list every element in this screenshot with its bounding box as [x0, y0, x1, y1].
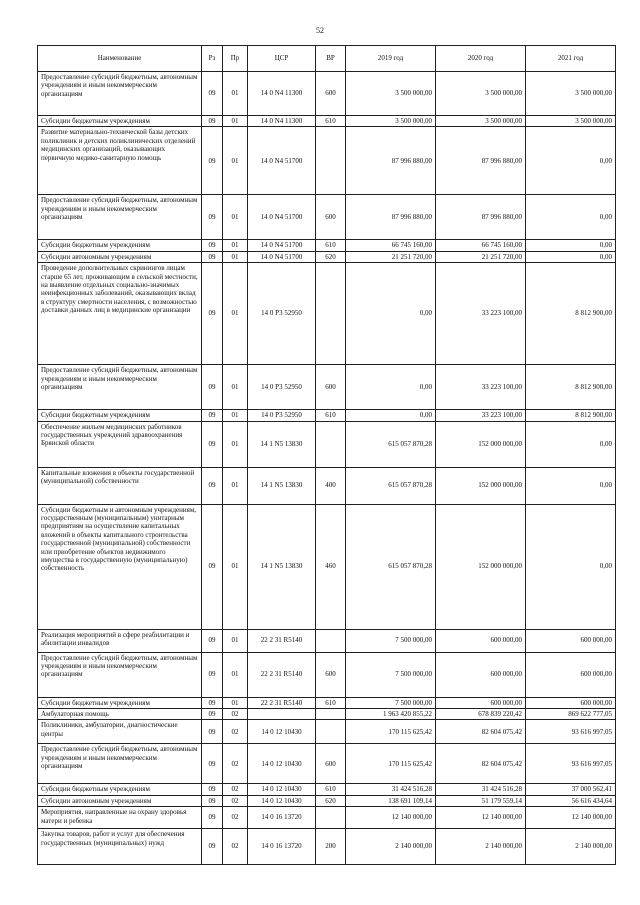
- cell-name: Субсидии бюджетным учреждениям: [38, 784, 202, 795]
- table-row: [38, 652, 616, 697]
- cell-pr: 01: [223, 127, 248, 195]
- cell-csr: 14 0 P3 52950: [248, 410, 316, 421]
- cell-name: Развитие материально-технической базы детских поликлиник и детских поликлинических отделений медицинских организаций, оказывающих первичную медико-санитарную помощь: [38, 127, 202, 195]
- cell-pr: 02: [223, 829, 248, 865]
- header-2020: 2020 год: [436, 46, 526, 72]
- cell-2020: 82 604 075,42: [436, 720, 526, 744]
- cell-pr: 01: [223, 72, 248, 116]
- cell-rz: 09: [202, 744, 223, 784]
- cell-pr: 02: [223, 784, 248, 795]
- cell-2020: 87 996 880,00: [436, 127, 526, 195]
- table-row: [38, 697, 616, 708]
- cell-2021: 0,00: [526, 127, 616, 195]
- cell-2021: 93 616 997,05: [526, 744, 616, 784]
- cell-pr: 01: [223, 195, 248, 240]
- cell-rz: 09: [202, 116, 223, 127]
- cell-name: Предоставление субсидий бюджетным, автономным учреждениям и иным некоммерческим организациям: [38, 365, 202, 410]
- table-row: [38, 795, 616, 806]
- cell-rz: 09: [202, 720, 223, 744]
- cell-vr: 600: [316, 652, 346, 697]
- cell-name: Реализация мероприятий в сфере реабилитации и абилитации инвалидов: [38, 629, 202, 652]
- cell-name: Предоставление субсидий бюджетным, автономным учреждениям и иным некоммерческим организациям: [38, 652, 202, 697]
- cell-vr: 610: [316, 697, 346, 708]
- table-row: [38, 708, 616, 719]
- cell-pr: 02: [223, 744, 248, 784]
- cell-pr: 01: [223, 251, 248, 262]
- header-2019: 2019 год: [346, 46, 436, 72]
- table-row: [38, 365, 616, 410]
- cell-name: Субсидии бюджетным учреждениям: [38, 116, 202, 127]
- cell-pr: 01: [223, 421, 248, 467]
- cell-pr: 01: [223, 652, 248, 697]
- table-row: [38, 421, 616, 467]
- budget-table: [37, 45, 616, 865]
- cell-csr: 14 0 N4 11300: [248, 72, 316, 116]
- cell-csr: 14 0 P3 52950: [248, 365, 316, 410]
- cell-pr: 01: [223, 263, 248, 365]
- cell-2019: 170 115 625,42: [346, 744, 436, 784]
- table-row: [38, 807, 616, 829]
- cell-vr: 200: [316, 829, 346, 865]
- cell-name: Закупка товаров, работ и услуг для обеспечения государственных (муниципальных) нужд: [38, 829, 202, 865]
- table-row: [38, 251, 616, 262]
- cell-rz: 09: [202, 263, 223, 365]
- table-row: [38, 784, 616, 795]
- cell-name: Предоставление субсидий бюджетным, автономным учреждениям и иным некоммерческим организациям: [38, 744, 202, 784]
- header-name: Наименование: [38, 46, 202, 72]
- table-row: [38, 467, 616, 504]
- cell-2020: 31 424 516,28: [436, 784, 526, 795]
- table-row: [38, 72, 616, 116]
- cell-vr: [316, 807, 346, 829]
- cell-name: Обеспечение жильем медицинских работников государственных учреждений здравоохранения Брянской области: [38, 421, 202, 467]
- cell-name: Субсидии бюджетным и автономным учреждениям, государственным (муниципальным) унитарным предприятиям на осуществление капитальных вложений в объекты капитального строительства государственной (муниципальной) собственности или приобретение объектов недвижимого имущества в государственную (муниципальную) собственность: [38, 504, 202, 629]
- cell-vr: 600: [316, 195, 346, 240]
- table-row: [38, 504, 616, 629]
- cell-2021: 93 616 997,05: [526, 720, 616, 744]
- cell-vr: 600: [316, 72, 346, 116]
- cell-vr: [316, 127, 346, 195]
- cell-rz: 09: [202, 652, 223, 697]
- table-row: [38, 629, 616, 652]
- header-rz: Рз: [202, 46, 223, 72]
- page-number: 52: [316, 26, 324, 35]
- cell-2019: 7 500 000,00: [346, 697, 436, 708]
- cell-name: Субсидии автономным учреждениям: [38, 251, 202, 262]
- cell-vr: 460: [316, 504, 346, 629]
- cell-pr: 01: [223, 629, 248, 652]
- cell-2019: 3 500 000,00: [346, 72, 436, 116]
- cell-2021: 0,00: [526, 251, 616, 262]
- cell-rz: 09: [202, 421, 223, 467]
- cell-csr: 14 0 N4 51700: [248, 195, 316, 240]
- cell-2020: 152 000 000,00: [436, 467, 526, 504]
- cell-name: Предоставление субсидий бюджетным, автономным учреждениям и иным некоммерческим организациям: [38, 72, 202, 116]
- cell-vr: [316, 708, 346, 719]
- cell-csr: 14 0 16 13720: [248, 807, 316, 829]
- cell-csr: 14 0 N4 51700: [248, 240, 316, 251]
- cell-rz: 09: [202, 629, 223, 652]
- header-vr: ВР: [316, 46, 346, 72]
- cell-rz: 09: [202, 795, 223, 806]
- cell-2019: 7 500 000,00: [346, 652, 436, 697]
- cell-2020: 152 000 000,00: [436, 421, 526, 467]
- cell-rz: 09: [202, 708, 223, 719]
- cell-name: Субсидии бюджетным учреждениям: [38, 697, 202, 708]
- cell-rz: 09: [202, 127, 223, 195]
- header-row: [38, 46, 616, 72]
- cell-csr: 22 2 31 R5140: [248, 629, 316, 652]
- cell-2019: 1 963 420 855,22: [346, 708, 436, 719]
- cell-2019: 0,00: [346, 263, 436, 365]
- cell-csr: 14 0 12 10430: [248, 795, 316, 806]
- cell-name: Проведение дополнительных скринингов лицам старше 65 лет, проживающим в сельской местности, на выявление отдельных социально-значимых неинфекционных заболеваний, оказывающих вклад в структуру смертности населения, с возможностью доставки данных лиц в медицинские организации: [38, 263, 202, 365]
- table-row: [38, 263, 616, 365]
- table-body: [38, 72, 616, 865]
- cell-vr: [316, 421, 346, 467]
- cell-vr: [316, 263, 346, 365]
- cell-2021: 3 500 000,00: [526, 116, 616, 127]
- cell-vr: 610: [316, 116, 346, 127]
- cell-2021: 0,00: [526, 195, 616, 240]
- cell-name: Предоставление субсидий бюджетным, автономным учреждениям и иным некоммерческим организациям: [38, 195, 202, 240]
- cell-pr: 02: [223, 720, 248, 744]
- cell-pr: 01: [223, 365, 248, 410]
- cell-2020: 3 500 000,00: [436, 72, 526, 116]
- cell-2021: 0,00: [526, 421, 616, 467]
- cell-csr: 14 0 P3 52950: [248, 263, 316, 365]
- cell-2020: 678 839 220,42: [436, 708, 526, 719]
- cell-csr: 14 1 N5 13830: [248, 421, 316, 467]
- cell-rz: 09: [202, 240, 223, 251]
- cell-vr: 620: [316, 795, 346, 806]
- cell-rz: 09: [202, 504, 223, 629]
- cell-2021: 8 812 900,00: [526, 410, 616, 421]
- cell-2020: 33 223 100,00: [436, 365, 526, 410]
- cell-rz: 09: [202, 829, 223, 865]
- cell-2019: 12 140 000,00: [346, 807, 436, 829]
- cell-rz: 09: [202, 410, 223, 421]
- cell-name: Капитальные вложения в объекты государственной (муниципальной) собственности: [38, 467, 202, 504]
- cell-rz: 09: [202, 467, 223, 504]
- cell-2021: 0,00: [526, 467, 616, 504]
- cell-2021: 8 812 900,00: [526, 365, 616, 410]
- cell-2021: 3 500 000,00: [526, 72, 616, 116]
- cell-2020: 33 223 100,00: [436, 263, 526, 365]
- cell-csr: 14 0 12 10430: [248, 744, 316, 784]
- cell-csr: 14 0 12 10430: [248, 784, 316, 795]
- cell-csr: 14 0 N4 51700: [248, 127, 316, 195]
- cell-2019: 31 424 516,28: [346, 784, 436, 795]
- table-row: [38, 240, 616, 251]
- cell-pr: 02: [223, 708, 248, 719]
- cell-csr: 14 0 N4 11300: [248, 116, 316, 127]
- cell-2019: 170 115 625,42: [346, 720, 436, 744]
- cell-rz: 09: [202, 195, 223, 240]
- cell-pr: 01: [223, 504, 248, 629]
- cell-2020: 66 745 160,00: [436, 240, 526, 251]
- cell-csr: 22 2 31 R5140: [248, 652, 316, 697]
- cell-2020: 21 251 720,00: [436, 251, 526, 262]
- header-csr: ЦСР: [248, 46, 316, 72]
- cell-name: Амбулаторная помощь: [38, 708, 202, 719]
- table-row: [38, 720, 616, 744]
- cell-pr: 01: [223, 697, 248, 708]
- cell-2019: 3 500 000,00: [346, 116, 436, 127]
- header-pr: Пр: [223, 46, 248, 72]
- cell-2019: 615 057 870,28: [346, 467, 436, 504]
- cell-2021: 2 140 000,00: [526, 829, 616, 865]
- cell-vr: 400: [316, 467, 346, 504]
- cell-2019: 21 251 720,00: [346, 251, 436, 262]
- cell-csr: 22 2 31 R5140: [248, 697, 316, 708]
- cell-pr: 02: [223, 807, 248, 829]
- cell-name: Субсидии бюджетным учреждениям: [38, 410, 202, 421]
- cell-vr: 610: [316, 784, 346, 795]
- cell-name: Субсидии автономным учреждениям: [38, 795, 202, 806]
- cell-2020: 12 140 000,00: [436, 807, 526, 829]
- cell-csr: [248, 708, 316, 719]
- cell-2020: 87 996 880,00: [436, 195, 526, 240]
- cell-csr: 14 0 N4 51700: [248, 251, 316, 262]
- cell-2019: 0,00: [346, 365, 436, 410]
- cell-vr: 600: [316, 365, 346, 410]
- cell-vr: 600: [316, 744, 346, 784]
- cell-2019: 615 057 870,28: [346, 504, 436, 629]
- cell-2020: 600 000,00: [436, 697, 526, 708]
- cell-csr: 14 0 16 13720: [248, 829, 316, 865]
- cell-vr: 610: [316, 410, 346, 421]
- cell-rz: 09: [202, 72, 223, 116]
- cell-2020: 33 223 100,00: [436, 410, 526, 421]
- cell-2021: 8 812 900,00: [526, 263, 616, 365]
- cell-vr: [316, 629, 346, 652]
- cell-2021: 12 140 000,00: [526, 807, 616, 829]
- cell-2021: 56 616 434,64: [526, 795, 616, 806]
- cell-rz: 09: [202, 365, 223, 410]
- cell-pr: 01: [223, 116, 248, 127]
- cell-rz: 09: [202, 251, 223, 262]
- header-2021: 2021 год: [526, 46, 616, 72]
- cell-2021: 600 000,00: [526, 652, 616, 697]
- cell-csr: 14 0 12 10430: [248, 720, 316, 744]
- table-row: [38, 410, 616, 421]
- cell-pr: 01: [223, 410, 248, 421]
- cell-2020: 82 604 075,42: [436, 744, 526, 784]
- table-row: [38, 829, 616, 865]
- cell-vr: [316, 720, 346, 744]
- cell-2019: 2 140 000,00: [346, 829, 436, 865]
- cell-2019: 138 691 109,14: [346, 795, 436, 806]
- cell-2020: 600 000,00: [436, 652, 526, 697]
- table-row: [38, 195, 616, 240]
- cell-2019: 615 057 870,28: [346, 421, 436, 467]
- table-row: [38, 127, 616, 195]
- cell-2019: 87 996 880,00: [346, 195, 436, 240]
- cell-csr: 14 1 N5 13830: [248, 504, 316, 629]
- cell-2020: 2 140 000,00: [436, 829, 526, 865]
- cell-csr: 14 1 N5 13830: [248, 467, 316, 504]
- cell-2021: 600 000,00: [526, 629, 616, 652]
- cell-2021: 869 622 777,05: [526, 708, 616, 719]
- cell-rz: 09: [202, 784, 223, 795]
- cell-pr: 02: [223, 795, 248, 806]
- cell-2021: 0,00: [526, 240, 616, 251]
- cell-vr: 620: [316, 251, 346, 262]
- cell-2021: 0,00: [526, 504, 616, 629]
- cell-2019: 7 500 000,00: [346, 629, 436, 652]
- cell-2020: 600 000,00: [436, 629, 526, 652]
- cell-name: Мероприятия, направленные на охрану здоровья матери и ребенка: [38, 807, 202, 829]
- cell-name: Поликлиники, амбулатории, диагностические центры: [38, 720, 202, 744]
- cell-2019: 66 745 160,00: [346, 240, 436, 251]
- cell-vr: 610: [316, 240, 346, 251]
- cell-2019: 87 996 880,00: [346, 127, 436, 195]
- cell-pr: 01: [223, 240, 248, 251]
- cell-2019: 0,00: [346, 410, 436, 421]
- cell-rz: 09: [202, 697, 223, 708]
- cell-2020: 3 500 000,00: [436, 116, 526, 127]
- cell-rz: 09: [202, 807, 223, 829]
- cell-2020: 152 000 000,00: [436, 504, 526, 629]
- cell-2021: 600 000,00: [526, 697, 616, 708]
- cell-2021: 37 000 562,41: [526, 784, 616, 795]
- cell-pr: 01: [223, 467, 248, 504]
- table-row: [38, 744, 616, 784]
- table-row: [38, 116, 616, 127]
- cell-2020: 51 179 559,14: [436, 795, 526, 806]
- cell-name: Субсидии бюджетным учреждениям: [38, 240, 202, 251]
